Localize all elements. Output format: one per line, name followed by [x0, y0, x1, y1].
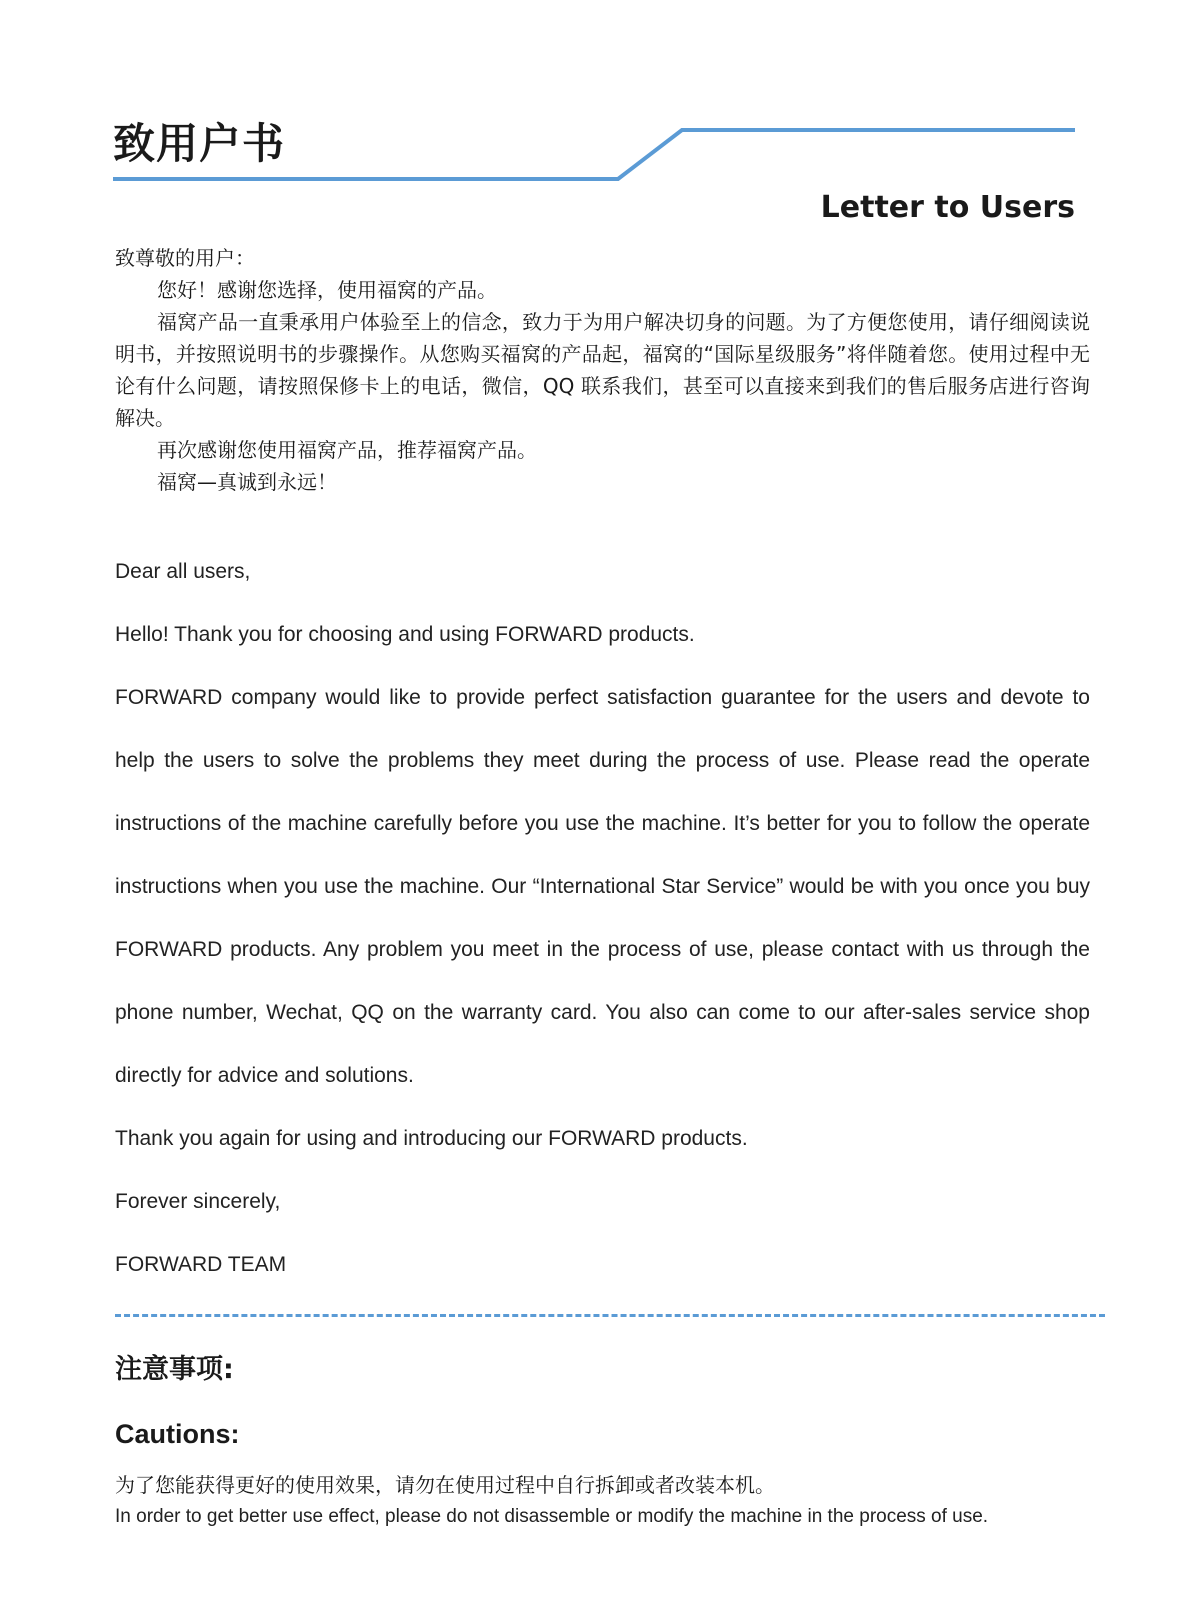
paragraph-cn-3: 再次感谢您使用福窝产品，推荐福窝产品。 [157, 438, 537, 462]
paragraph-en-2: FORWARD company would like to provide perfect satisfaction guarantee for the users and devote to help the users to solve the problems they meet during the process of use. Please read the operate instructions of the machine carefully before you use the machine. It’s better for you to follow the operate instructions when you use the machine. Our “International Star Service” would be with you once you buy FORWARD products. Any problem you meet in the process of use, please contact with us through the phone number, Wechat, QQ on the warranty card. You also can come to our after-sales service shop directly for advice and solutions. [115, 686, 1090, 1087]
cautions-heading-en: Cautions: [115, 1419, 240, 1449]
page-title-en: Letter to Users [820, 190, 1075, 225]
letter-cn [115, 242, 1090, 498]
greeting-en: Dear all users, [115, 560, 251, 583]
caution-text-en: In order to get better use effect, please do not disassemble or modify the machine in the process of use. [115, 1506, 989, 1527]
caution-text-cn: 为了您能获得更好的使用效果，请勿在使用过程中自行拆卸或者改装本机。 [115, 1473, 775, 1497]
signature-en: FORWARD TEAM [115, 1253, 287, 1276]
page-title-cn: 致用户书 [113, 119, 286, 168]
letter-en [115, 540, 1090, 1296]
paragraph-en-1: Hello! Thank you for choosing and using FORWARD products. [115, 623, 695, 646]
paragraph-cn-1: 您好！感谢您选择，使用福窝的产品。 [157, 278, 497, 302]
title-underline-decoration [0, 0, 1200, 200]
paragraph-cn-2: 福窝产品一直秉承用户体验至上的信念，致力于为用户解决切身的问题。为了方便您使用，请仔细阅读说明书，并按照说明书的步骤操作。从您购买福窝的产品起，福窝的“国际星级服务”将伴随着您。使用过程中无论有什么问题，请按照保修卡上的电话，微信，QQ 联系我们，甚至可以直接来到我们的售后服务店进行咨询解决。 [115, 310, 1090, 430]
paragraph-en-3: Thank you again for using and introducing our FORWARD products. [115, 1127, 748, 1150]
cautions-heading-cn: 注意事项: [115, 1354, 234, 1385]
dashed-divider [115, 1314, 1105, 1317]
paragraph-cn-4: 福窝—真诚到永远！ [157, 470, 337, 494]
greeting-cn: 致尊敬的用户： [115, 246, 255, 270]
closing-en: Forever sincerely, [115, 1190, 281, 1213]
